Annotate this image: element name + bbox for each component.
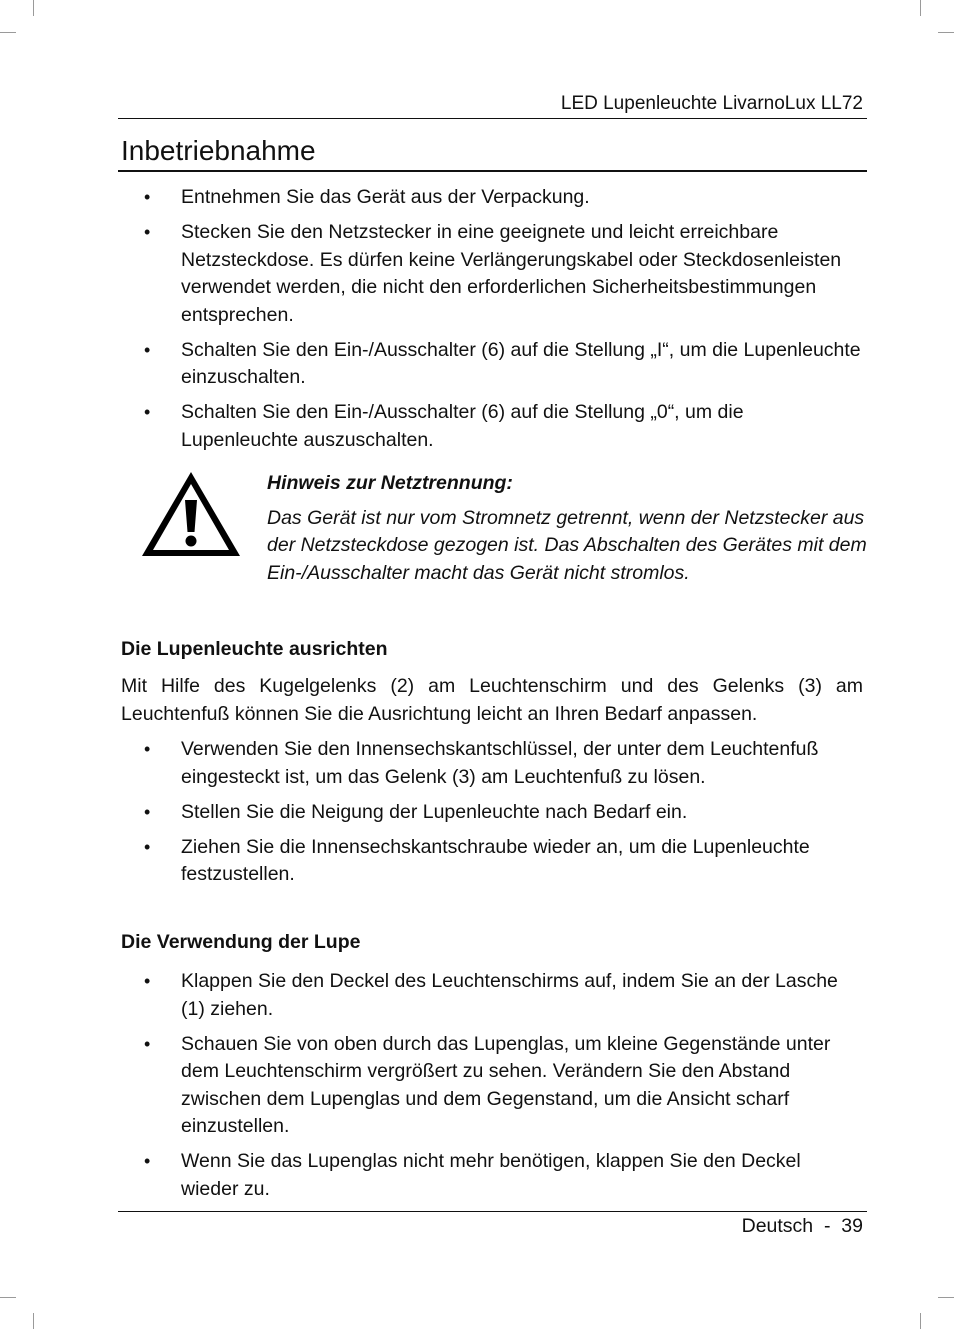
footer-rule bbox=[118, 1211, 867, 1212]
note-text: Das Gerät ist nur vom Stromnetz getrennt, wenn der Netzstecker aus der Netzsteckdose gezogen ist. Das Abschalten des Gerätes mit dem Ein-/Ausschalter macht das Gerät nicht stromlos. bbox=[267, 506, 867, 584]
align-list bbox=[0, 736, 954, 896]
bullet-icon: • • bbox=[144, 836, 151, 857]
list-item: • • Verwenden Sie den Innensechskantschlüssel, der unter dem Leuchtenfuß eingesteckt ist, um das Gelenk (3) am Leuchtenfuß zu lösen. bbox=[0, 736, 863, 791]
bullet-icon: • • bbox=[144, 739, 151, 759]
crop-mark bbox=[0, 1297, 16, 1298]
warning-triangle-icon bbox=[140, 470, 242, 558]
section-heading-magnifier: Die Verwendung der Lupe bbox=[121, 931, 361, 953]
crop-mark bbox=[33, 0, 34, 16]
crop-mark bbox=[938, 1297, 954, 1298]
header-rule bbox=[118, 118, 867, 119]
list-item: • • Wenn Sie das Lupenglas nicht mehr benötigen, klappen Sie den Deckel wieder zu. bbox=[0, 1148, 863, 1203]
bullet-icon: • • bbox=[144, 1033, 151, 1054]
crop-mark bbox=[920, 1313, 921, 1329]
note-title: Hinweis zur Netztrennung: bbox=[267, 472, 513, 494]
bullet-icon: • • bbox=[144, 339, 151, 360]
crop-mark bbox=[0, 32, 16, 33]
page-footer: Deutsch - 39 bbox=[741, 1215, 863, 1237]
magnifier-list bbox=[0, 968, 954, 1211]
list-item: • • Stellen Sie die Neigung der Lupenleuchte nach Bedarf ein. bbox=[0, 799, 863, 827]
title-rule bbox=[118, 170, 867, 172]
list-item: • • Schalten Sie den Ein-/Ausschalter (6) auf die Stellung „0“, um die Lupenleuchte auszuschalten. bbox=[0, 399, 863, 454]
list-item: • • Schalten Sie den Ein-/Ausschalter (6) auf die Stellung „I“, um die Lupenleuchte einzuschalten. bbox=[0, 337, 863, 392]
bullet-icon: • • bbox=[144, 971, 151, 991]
crop-mark bbox=[33, 1313, 34, 1329]
page-title: Inbetriebnahme bbox=[121, 135, 316, 166]
list-item: • • Entnehmen Sie das Gerät aus der Verpackung. bbox=[0, 184, 863, 212]
bullet-icon: • • bbox=[144, 187, 151, 207]
list-item: • • Stecken Sie den Netzstecker in eine geeignete und leicht erreichbare Netzsteckdose. Es dürfen keine Verlängerungskabel oder Steckdosenleisten verwendet werden, die nicht den erforderlichen Sicherheitsbestimmungen entsprechen. bbox=[0, 219, 863, 329]
list-item: • • Klappen Sie den Deckel des Leuchtenschirms auf, indem Sie an der Lasche (1) ziehen. bbox=[0, 968, 863, 1023]
list-item: • • Schauen Sie von oben durch das Lupenglas, um kleine Gegenstände unter dem Leuchtenschirm vergrößert zu sehen. Verändern Sie den Abstand zwischen dem Lupenglas und dem Gegenstand, um die Ansicht scharf einzustellen. bbox=[0, 1031, 863, 1141]
running-header: LED Lupenleuchte LivarnoLux LL72 bbox=[560, 93, 863, 114]
list-item: • • Ziehen Sie die Innensechskantschraube wieder an, um die Lupenleuchte festzustellen. bbox=[0, 834, 863, 889]
bullet-icon: • • bbox=[144, 801, 151, 822]
align-intro: Mit Hilfe des Kugelgelenks (2) am Leuchtenschirm und des Gelenks (3) am Leuchtenfuß können Sie die Ausrichtung leicht an Ihren Bedarf anpassen. bbox=[121, 675, 863, 725]
setup-list bbox=[0, 184, 954, 462]
section-heading-align: Die Lupenleuchte ausrichten bbox=[121, 638, 388, 660]
note-box bbox=[267, 470, 867, 587]
bullet-icon: • • bbox=[144, 1151, 151, 1171]
crop-mark bbox=[938, 32, 954, 33]
bullet-icon: • • bbox=[144, 222, 151, 242]
crop-mark bbox=[920, 0, 921, 16]
bullet-icon: • • bbox=[144, 402, 151, 422]
